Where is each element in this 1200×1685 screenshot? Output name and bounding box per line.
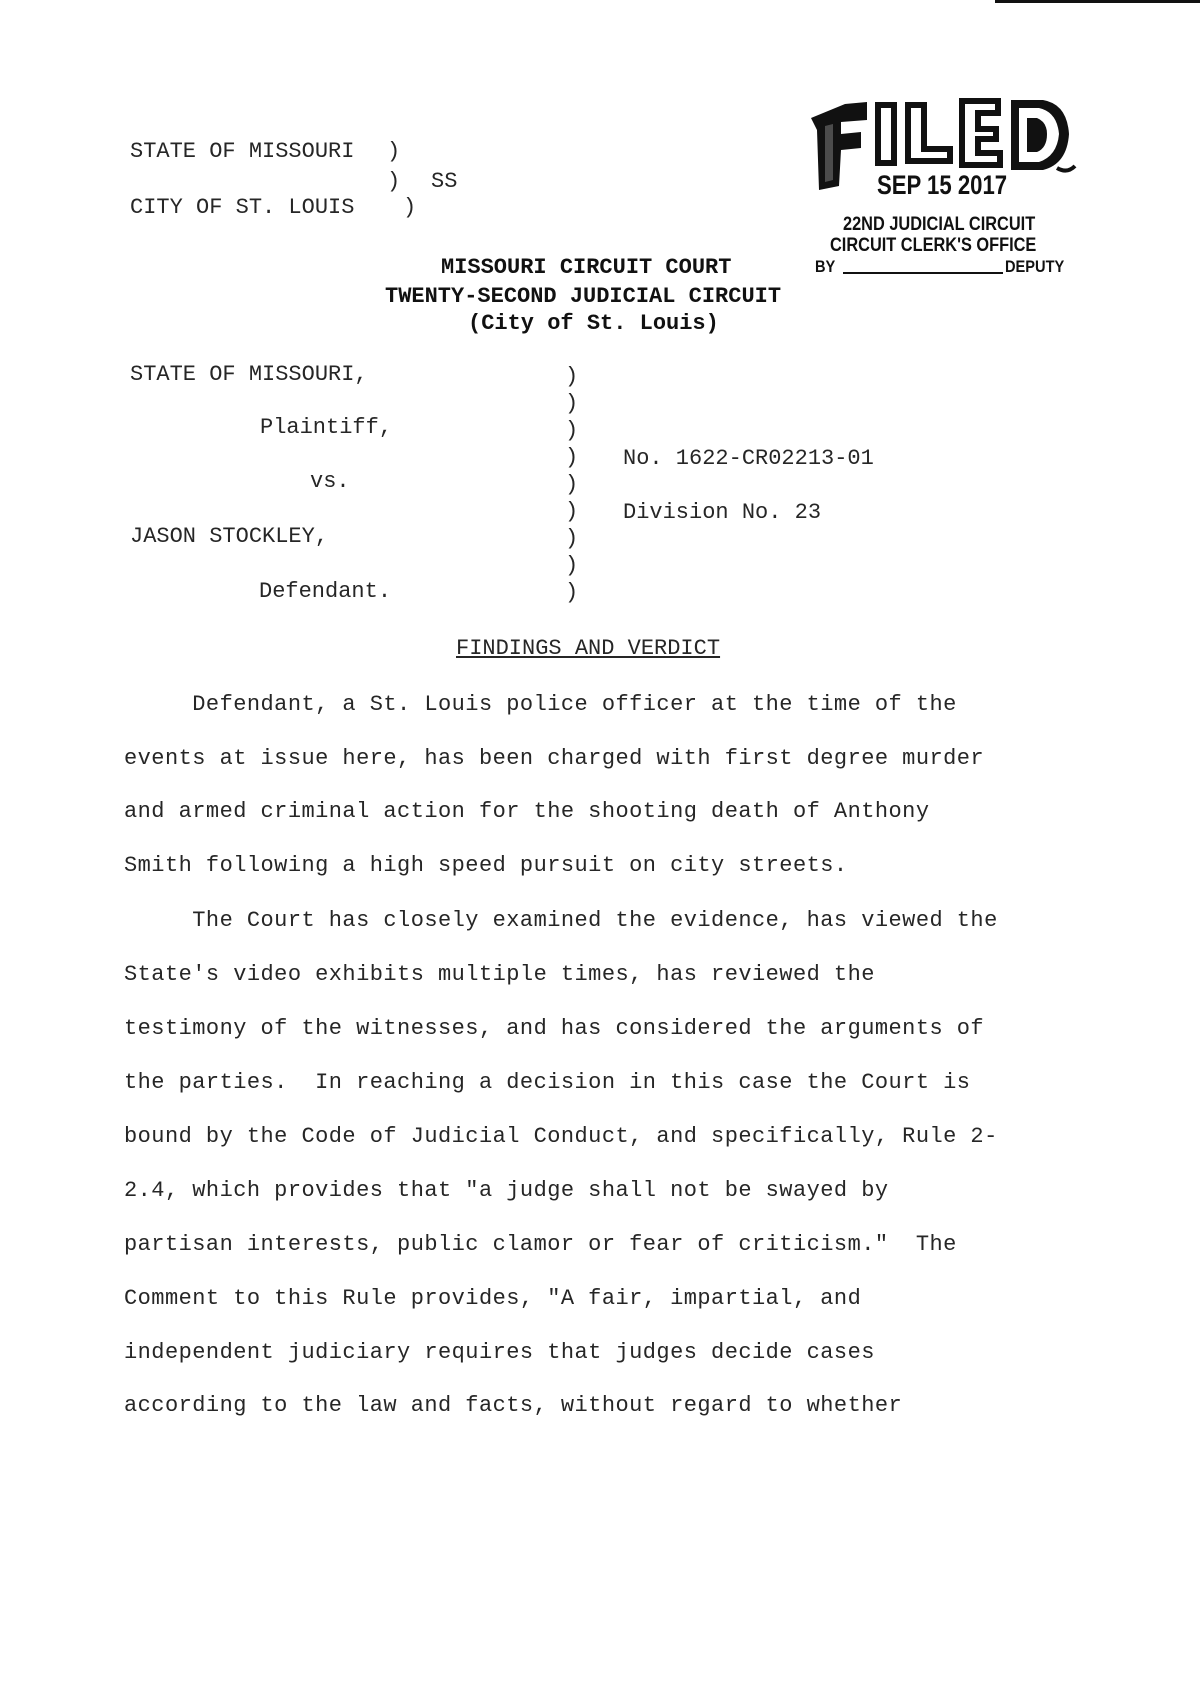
body-line: Smith following a high speed pursuit on city streets. xyxy=(124,853,848,878)
defendant-name: JASON STOCKLEY, xyxy=(130,524,329,549)
caption-paren: ) xyxy=(565,418,579,443)
body-line: State's video exhibits multiple times, has reviewed the xyxy=(124,962,875,987)
body-line: partisan interests, public clamor or fear of criticism." The xyxy=(124,1232,957,1257)
caption-paren: ) xyxy=(565,364,579,389)
body-line: Comment to this Rule provides, "A fair, impartial, and xyxy=(124,1286,862,1311)
stamp-office-line2: CIRCUIT CLERK'S OFFICE xyxy=(830,235,1037,256)
scan-edge-line xyxy=(995,0,1200,3)
venue-paren: ) xyxy=(403,195,417,220)
venue-ss: SS xyxy=(431,169,458,194)
stamp-date: SEP 15 2017 xyxy=(877,170,1008,200)
venue-paren: ) xyxy=(387,139,401,164)
venue-paren: ) xyxy=(387,169,401,194)
stamp-signature-line xyxy=(843,272,1003,274)
venue-state: STATE OF MISSOURI xyxy=(130,139,355,164)
division-number: Division No. 23 xyxy=(623,500,822,525)
body-line: 2.4, which provides that "a judge shall not be swayed by xyxy=(124,1178,889,1203)
filed-stamp xyxy=(805,90,1085,280)
caption-paren: ) xyxy=(565,553,579,578)
body-line: events at issue here, has been charged with first degree murder xyxy=(124,746,985,771)
document-heading: FINDINGS AND VERDICT xyxy=(456,636,721,661)
body-line: bound by the Code of Judicial Conduct, and specifically, Rule 2- xyxy=(124,1124,998,1149)
body-line: Defendant, a St. Louis police officer at the time of the xyxy=(124,692,957,717)
body-line: according to the law and facts, without regard to whether xyxy=(124,1393,903,1418)
caption-paren: ) xyxy=(565,391,579,416)
body-line: testimony of the witnesses, and has considered the arguments of xyxy=(124,1016,985,1041)
defendant-label: Defendant. xyxy=(259,579,392,604)
plaintiff-name: STATE OF MISSOURI, xyxy=(130,362,368,387)
caption-paren: ) xyxy=(565,499,579,524)
body-line: and armed criminal action for the shooting death of Anthony xyxy=(124,799,930,824)
stamp-by-label: BY xyxy=(815,257,836,276)
caption-paren: ) xyxy=(565,580,579,605)
case-number: No. 1622-CR02213-01 xyxy=(623,446,874,471)
caption-paren: ) xyxy=(565,526,579,551)
body-line: the parties. In reaching a decision in this case the Court is xyxy=(124,1070,971,1095)
court-name: MISSOURI CIRCUIT COURT xyxy=(441,255,732,280)
caption-paren: ) xyxy=(565,472,579,497)
body-line: The Court has closely examined the evidence, has viewed the xyxy=(124,908,998,933)
stamp-office-line1: 22ND JUDICIAL CIRCUIT xyxy=(843,214,1036,235)
caption-paren: ) xyxy=(565,445,579,470)
court-circuit: TWENTY-SECOND JUDICIAL CIRCUIT xyxy=(385,284,782,309)
body-line: independent judiciary requires that judges decide cases xyxy=(124,1340,875,1365)
versus-label: vs. xyxy=(310,469,350,494)
stamp-deputy-label: DEPUTY xyxy=(1005,257,1065,276)
court-city: (City of St. Louis) xyxy=(468,311,719,336)
venue-city: CITY OF ST. LOUIS xyxy=(130,195,355,220)
plaintiff-label: Plaintiff, xyxy=(260,415,393,440)
